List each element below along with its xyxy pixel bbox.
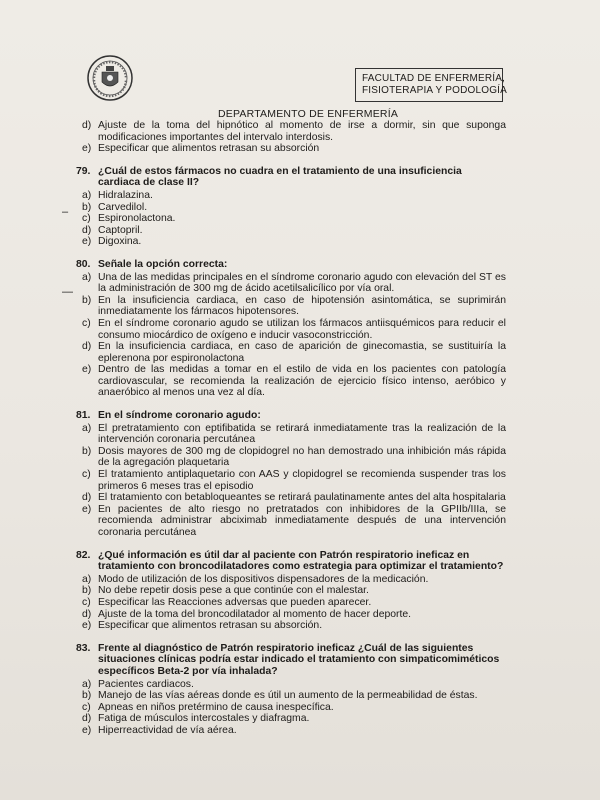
- option-text: El pretratamiento con eptifibatida se retirará inmediatamente tras la realización de la intervención coronaria percutánea: [98, 422, 506, 446]
- option-letter: e): [82, 503, 92, 515]
- option-letter: d): [82, 492, 92, 504]
- option: [76, 202, 506, 214]
- option: [76, 574, 506, 586]
- question-82: [76, 550, 506, 632]
- question-text: Señale la opción correcta:: [98, 258, 228, 270]
- option: [76, 143, 506, 155]
- option: [76, 679, 506, 691]
- option-letter: e): [82, 364, 92, 376]
- option-text: Especificar las Reacciones adversas que pueden aparecer.: [98, 596, 372, 608]
- option-letter: c): [82, 469, 91, 481]
- option: [76, 446, 506, 469]
- option-letter: d): [82, 224, 92, 236]
- pen-tick-mark: —: [62, 286, 73, 298]
- question-header: [76, 410, 506, 422]
- option-text: Carvedilol.: [98, 201, 148, 213]
- option: [76, 295, 506, 318]
- option-letter: e): [82, 724, 92, 736]
- university-seal-icon: [86, 54, 134, 102]
- question-number: 82.: [76, 549, 91, 561]
- option-text: Pacientes cardiacos.: [98, 678, 194, 690]
- option-text: Hiperreactividad de vía aérea.: [98, 724, 237, 736]
- option-letter: e): [82, 236, 92, 248]
- option: [76, 272, 506, 295]
- question-header: [76, 259, 506, 271]
- question-number: 80.: [76, 258, 91, 270]
- option-letter: e): [82, 620, 92, 632]
- option-letter: a): [82, 422, 92, 434]
- option: [76, 213, 506, 225]
- option: [76, 725, 506, 737]
- question-text: ¿Qué información es útil dar al paciente con Patrón respiratorio ineficaz en tratamiento con broncodilatadores como estrategia para optimizar el tratamiento?: [98, 549, 504, 573]
- option-letter: a): [82, 678, 92, 690]
- option-letter: c): [82, 596, 91, 608]
- option: [76, 341, 506, 364]
- option: [76, 597, 506, 609]
- option-text: En el síndrome coronario agudo se utilizan los fármacos antiisquémicos para reducir el consumo miocárdico de oxígeno e inducir vasoconstricción.: [98, 317, 506, 341]
- question-number: 83.: [76, 642, 91, 654]
- option: [76, 585, 506, 597]
- option-letter: a): [82, 573, 92, 585]
- department-title: DEPARTAMENTO DE ENFERMERÍA: [218, 108, 399, 120]
- option: [76, 620, 506, 632]
- option: [76, 120, 506, 143]
- option: [76, 702, 506, 714]
- faculty-box: [355, 68, 508, 102]
- option-letter: c): [82, 317, 91, 329]
- option-text: En la insuficiencia cardiaca, en caso de aparición de ginecomastia, se sustituiría la eplerenona por espironolactona: [98, 341, 506, 364]
- option-text: Especificar que alimentos retrasan su absorción: [98, 143, 320, 155]
- option: [76, 713, 506, 725]
- option-text: En la insuficiencia cardiaca, en caso de hipotensión asintomática, se suprimirán inmediatamente los fármacos hipotensores.: [98, 294, 506, 318]
- option-letter: d): [82, 120, 92, 131]
- option-text: El tratamiento con betabloqueantes se retirará paulatinamente antes del alta hospitalaria: [98, 492, 506, 504]
- option-letter: d): [82, 713, 92, 725]
- option-text: Una de las medidas principales en el síndrome coronario agudo con elevación del ST es la administración de 300 mg de ácido acetilsalicílico por vía oral.: [98, 271, 506, 295]
- option-letter: a): [82, 189, 92, 201]
- option: [76, 690, 506, 702]
- option-letter: d): [82, 608, 92, 620]
- option-text: Dosis mayores de 300 mg de clopidogrel no han demostrado una inhibición más rápida de la agregación plaquetaria: [98, 445, 506, 469]
- option-letter: d): [82, 341, 92, 353]
- option-letter: b): [82, 201, 92, 213]
- question-80: [76, 259, 506, 399]
- questions-content: [76, 120, 506, 737]
- option: [76, 469, 506, 492]
- option-text: Manejo de las vías aéreas donde es útil un aumento de la permeabilidad de éstas.: [98, 690, 478, 702]
- option-text: En pacientes de alto riesgo no pretratados con inhibidores de la GPIIb/IIIa, se recomienda administrar abciximab inmediatamente después de una intervención coronaria percutánea: [98, 503, 506, 538]
- option-text: Ajuste de la toma del hipnótico al momento de irse a dormir, sin que suponga modificaciones importantes del intervalo interdosis.: [98, 120, 506, 143]
- option: [76, 423, 506, 446]
- option-letter: a): [82, 271, 92, 283]
- option-letter: b): [82, 690, 92, 702]
- question-text: Frente al diagnóstico de Patrón respiratorio ineficaz ¿Cuál de las siguientes situaciones clínicas podría estar indicado el tratamiento con simpaticomiméticos específicos Beta-2 por vía inhalada?: [98, 642, 500, 677]
- option-letter: c): [82, 701, 91, 713]
- option-letter: b): [82, 445, 92, 457]
- option-text: Dentro de las medidas a tomar en el estilo de vida en los pacientes con patología cardiovascular, se recomienda la realización de ejercicio físico intenso, aeróbico y anaeróbico al menos una vez al día.: [98, 364, 506, 399]
- question-header: [76, 166, 506, 189]
- question-81: [76, 410, 506, 539]
- option: [76, 236, 506, 248]
- question-text: ¿Cuál de estos fármacos no cuadra en el tratamiento de una insuficiencia cardiaca de clase II?: [98, 165, 462, 189]
- option-letter: e): [82, 143, 92, 155]
- question-number: 79.: [76, 165, 91, 177]
- option-text: No debe repetir dosis pese a que continúe con el malestar.: [98, 585, 369, 597]
- option-text: Apneas en niños pretérmino de causa inespecífica.: [98, 701, 334, 713]
- option-text: Espironolactona.: [98, 213, 176, 225]
- option-letter: c): [82, 213, 91, 225]
- question-text: En el síndrome coronario agudo:: [98, 410, 261, 422]
- carry-over-options: [76, 120, 506, 155]
- option-letter: b): [82, 585, 92, 597]
- option-letter: b): [82, 294, 92, 306]
- option: [76, 225, 506, 237]
- question-header: [76, 643, 506, 678]
- question-79: [76, 166, 506, 248]
- option-text: Modo de utilización de los dispositivos dispensadores de la medicación.: [98, 573, 429, 585]
- option-text: Fatiga de músculos intercostales y diafragma.: [98, 713, 310, 725]
- option: [76, 318, 506, 341]
- option-text: El tratamiento antiplaquetario con AAS y clopidogrel se recomienda suspender tras los primeros 6 meses tras el episodio: [98, 469, 506, 492]
- option-text: Hidralazina.: [98, 189, 153, 201]
- pen-tick-mark: –: [62, 206, 69, 218]
- option-text: Digoxina.: [98, 236, 142, 248]
- option-text: Captopril.: [98, 224, 143, 236]
- faculty-line-2: FISIOTERAPIA Y PODOLOGÍA: [362, 85, 508, 96]
- option-text: Ajuste de la toma del broncodilatador al momento de hacer deporte.: [98, 608, 412, 620]
- option-text: Especificar que alimentos retrasan su absorción.: [98, 620, 323, 632]
- option: [76, 364, 506, 399]
- question-83: [76, 643, 506, 737]
- question-number: 81.: [76, 410, 91, 422]
- option: [76, 504, 506, 539]
- option: [76, 190, 506, 202]
- option: [76, 609, 506, 621]
- faculty-line-1: FACULTAD DE ENFERMERÍA,: [362, 73, 506, 84]
- question-header: [76, 550, 506, 573]
- option: [76, 492, 506, 504]
